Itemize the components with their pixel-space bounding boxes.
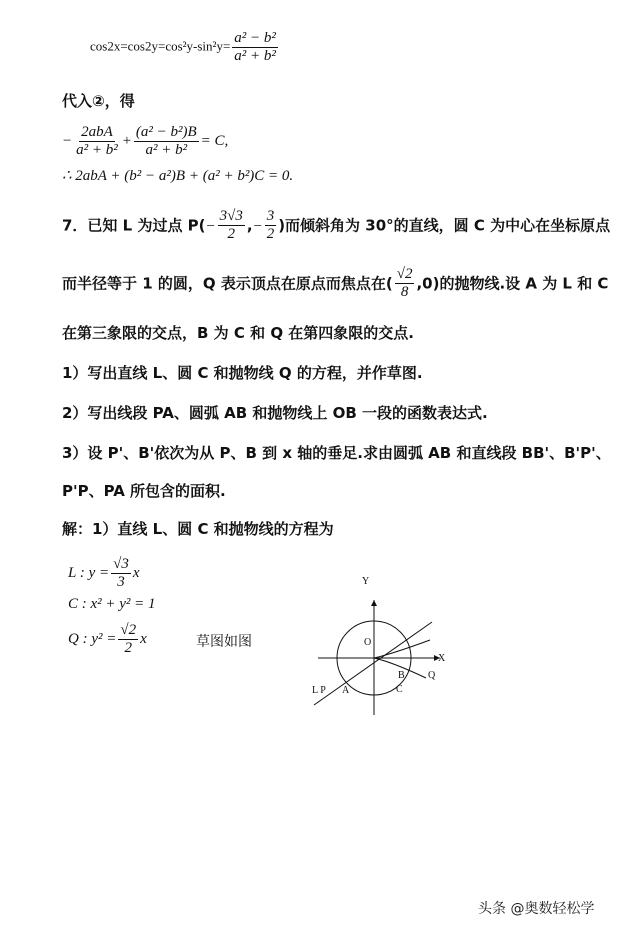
trig-identity-fraction [232,30,278,66]
parabola-q-rhs: x [140,631,147,648]
circle-c-label: C [396,684,403,695]
line-l [314,622,432,705]
problem-line-1-start: 7．已知 L 为过点 P( [62,216,206,235]
equation-line-2: ∴ 2abA + (b² − a²)B + (a² + b²)C = 0. [62,168,294,184]
equation-line-1 [62,124,228,160]
line-l-fraction [111,556,131,592]
circle-c-equation: C : x² + y² = 1 [68,596,156,612]
eq-fraction-1 [74,124,120,160]
point-b-label: B [398,670,405,681]
point-p-x-numerator: 3√3 [218,208,245,226]
question-3-line-1: 3）设 P'、B'依次为从 P、B 到 x 轴的垂足.求由圆弧 AB 和直线段 BB'、B'P'、 [62,444,611,462]
watermark: 头条 @奥数轻松学 [478,901,595,917]
problem-line-2-start: 而半径等于 1 的圆，Q 表示顶点在原点而焦点在( [62,274,393,293]
line-l-equation [68,556,140,592]
problem-line-2 [62,266,608,302]
eq-plus-sign: + [121,133,132,150]
focus-numerator: √2 [395,266,415,284]
question-1: 1）写出直线 L、圆 C 和抛物线 Q 的方程，并作草图. [62,364,423,382]
point-p-y-denominator: 2 [266,226,275,243]
point-p-y-numerator: 3 [265,208,277,226]
eq-fraction-2 [134,124,199,160]
point-p-x-denominator: 2 [227,226,235,243]
y-axis-arrow [371,600,377,606]
line-l-denominator: 3 [117,574,125,591]
problem-line-1: 7．已知 L 为过点 P(− $\frac{3√3}{2}$ ,− $\frac{3}{2}$ )而倾斜角为 30°的直线，圆 C 为中心在坐标原点 [62,208,611,243]
eq-fraction-2-numerator: (a² − b²)B [134,124,199,142]
focus-denominator: 8 [400,284,409,301]
eq-rhs: = C, [200,133,229,150]
trig-identity-line [90,30,280,66]
point-p-comma: , [246,216,253,235]
point-p-x-fraction [218,208,245,244]
line-lp-label: L P [312,685,326,696]
problem-line-2-end: ,0)的抛物线.设 A 为 L 和 C [416,274,609,293]
parabola-q-numerator: √2 [118,622,138,640]
sketch-diagram [300,570,460,720]
problem-line-3: 在第三象限的交点，B 为 C 和 Q 在第四象限的交点. [62,324,415,342]
eq-fraction-1-denominator: a² + b² [76,142,118,159]
trig-fraction-denominator: a² + b² [234,48,276,65]
question-2: 2）写出线段 PA、圆弧 AB 和抛物线上 OB 一段的函数表达式. [62,404,488,422]
eq-fraction-2-denominator: a² + b² [145,142,188,159]
x-label: X [438,653,446,664]
trig-fraction-numerator: a² − b² [232,30,278,48]
question-3-line-2: P'P、PA 所包含的面积. [62,482,226,500]
origin-label: O [364,637,372,648]
parabola-q-equation [68,622,147,658]
point-p-y-fraction [265,208,277,244]
point-a-label: A [342,685,350,696]
problem-line-1-end: )而倾斜角为 30°的直线，圆 C 为中心在坐标原点 [278,216,611,235]
parabola-q-fraction [118,622,138,658]
eq-minus-sign: − [62,133,73,150]
sketch-note: 草图如图 [196,634,252,650]
substitute-text: 代入②，得 [62,92,135,110]
eq-fraction-1-numerator: 2abA [79,124,115,142]
trig-identity-formula: cos2x=cos2y=cos²y-sin²y= [90,38,231,54]
line-l-lhs: L : y = [68,565,110,582]
line-l-numerator: √3 [111,556,131,574]
parabola-q-denominator: 2 [124,640,132,657]
parabola-q-label: Q [428,670,436,681]
line-l-rhs: x [132,565,140,582]
solution-heading: 解：1）直线 L、圆 C 和抛物线的方程为 [62,520,334,538]
y-label: Y [362,576,370,587]
focus-fraction [395,266,415,302]
parabola-q-lhs: Q : y² = [68,631,117,648]
